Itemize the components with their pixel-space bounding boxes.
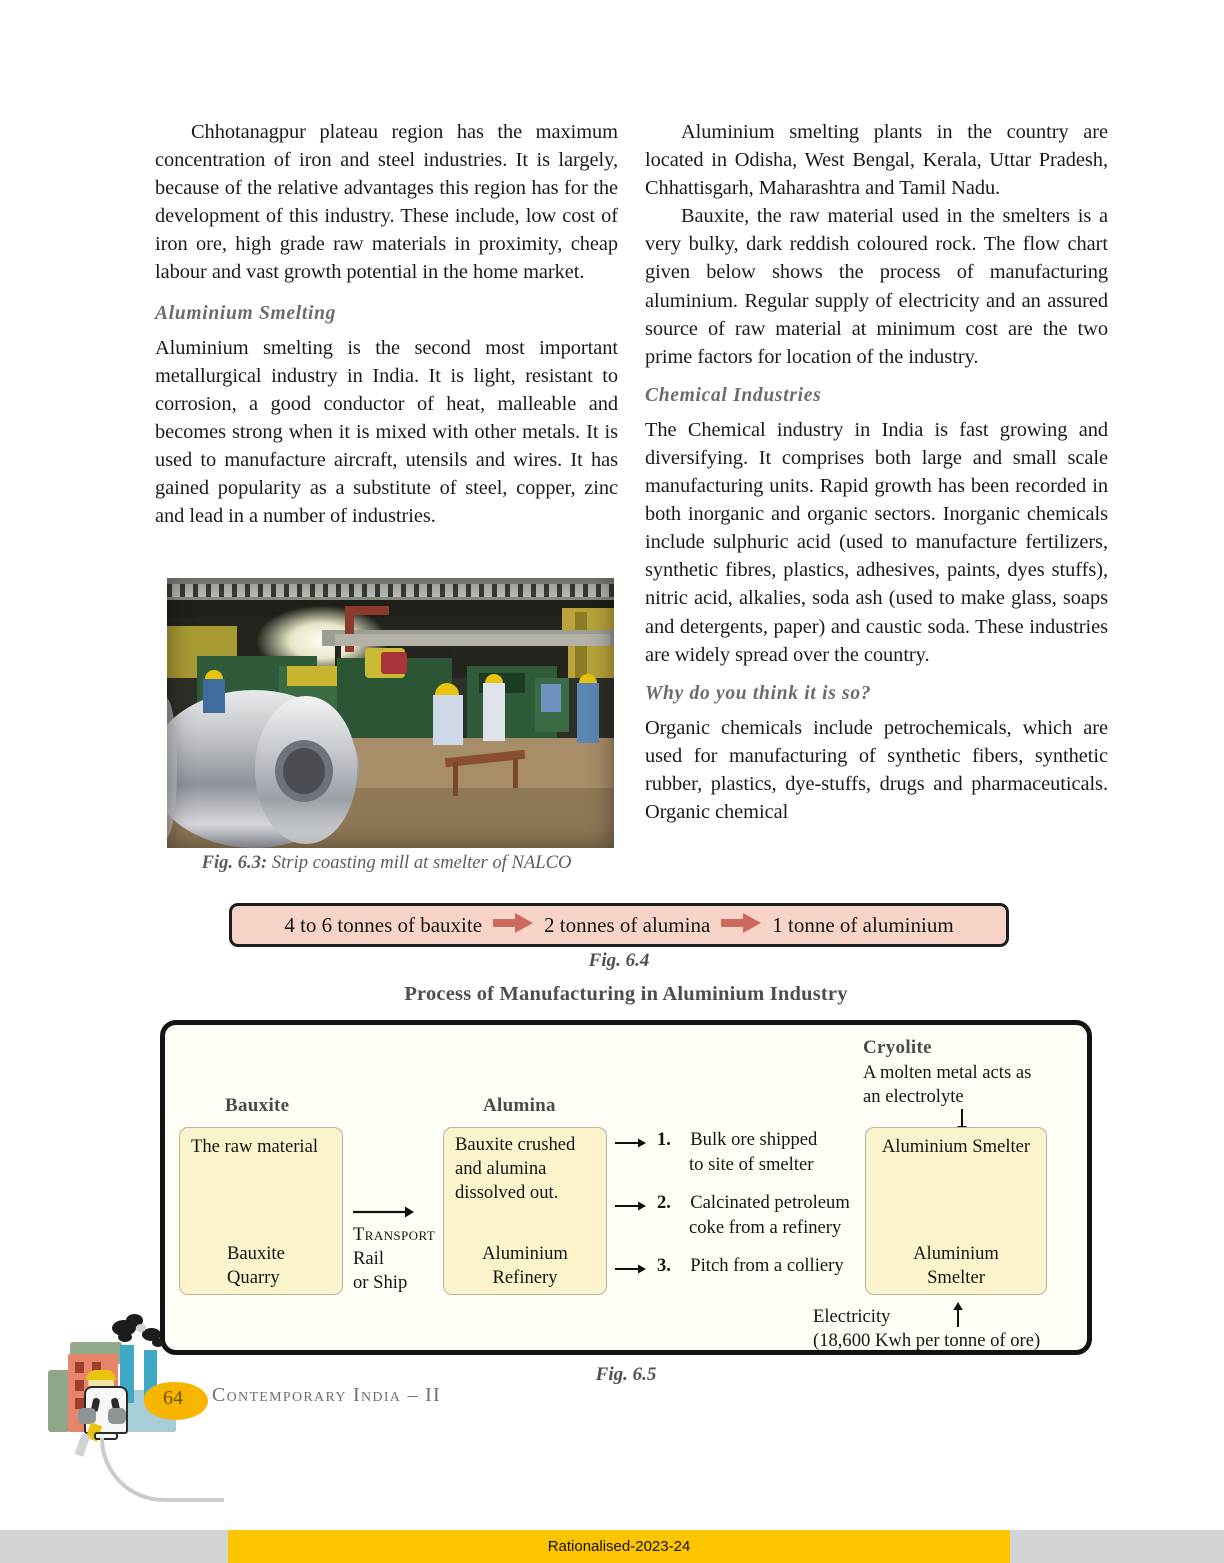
node-alumina-top-line1: Bauxite crushed [455, 1134, 576, 1155]
node-bauxite-bottom-line1: Bauxite [227, 1243, 285, 1264]
transport-mode-line2: or Ship [353, 1272, 408, 1293]
smelter-bottom-line2: Smelter [927, 1267, 985, 1288]
figure-63-image [167, 578, 614, 848]
heading-why-do-you-think: Why do you think it is so? [645, 682, 872, 704]
electricity-line1: Electricity [813, 1306, 891, 1327]
input-3-line1: Pitch from a colliery [690, 1255, 844, 1276]
figure-63-label: Fig. 6.3: [201, 852, 268, 873]
input-item-2 [657, 1191, 850, 1240]
left-text-column [155, 118, 618, 530]
input-2-line1: Calcinated petroleum [690, 1192, 850, 1213]
node-alumina-top-line2: and alumina [455, 1158, 547, 1179]
paragraph-organic-chemicals: Organic chemicals include petrochemicals, which are used for manufacturing of synthetic fibers, synthetic rubber, plastics, dye-stuffs, drugs and pharmaceuticals. Organic chemical [645, 716, 1108, 823]
node-bauxite-top-text: The raw material [191, 1136, 318, 1157]
input-item-3 [657, 1254, 844, 1279]
flowchart-frame [160, 1020, 1092, 1355]
figure-63-caption [155, 852, 618, 874]
transport-mode-line1: Rail [353, 1248, 384, 1269]
paragraph-chemical-industry: The Chemical industry in India is fast growing and diversifying. It comprises both large and small scale manufacturing units. Rapid growth has been recorded in both inorganic and organic sectors. Inorganic chemicals include sulphuric acid (used to manufacture fertilizers, synthetic fibres, plastics, adhesives, paints, dyes stuffs), nitric acid, alkalies, soda ash (used to make glass, soaps and detergents, paper) and caustic soda. These industries are widely spread over the country. [645, 418, 1108, 666]
input-2-line2: coke from a refinery [689, 1216, 842, 1238]
rationalised-label: Rationalised-2023-24 [547, 1538, 691, 1555]
right-text-column [645, 118, 1108, 826]
heading-chemical-industries: Chemical Industries [645, 384, 822, 406]
paragraph-smelting-plants: Aluminium smelting plants in the country are located in Odisha, West Bengal, Kerala, Uttar Pradesh, Chhattisgarh, Maharashtra and Tamil Nadu. [645, 121, 1108, 200]
input-arrow-icon-3 [615, 1262, 647, 1280]
figure-65-caption: Fig. 6.5 [595, 1364, 657, 1385]
banner-step-1: 4 to 6 tonnes of bauxite [284, 912, 483, 937]
smelter-bottom-line1: Aluminium [913, 1243, 999, 1264]
transport-arrow-icon [353, 1205, 415, 1224]
paragraph-bauxite: Bauxite, the raw material used in the smelters is a very bulky, dark reddish coloured rock. The flow chart given below shows the process of manufacturing aluminium. Regular supply of electricity and an assured source of raw material at minimum cost are the two prime factors for location of the industry. [645, 205, 1108, 368]
arrow-right-icon [493, 913, 533, 938]
banner-step-2: 2 tonnes of alumina [544, 912, 711, 937]
banner-step-3: 1 tonne of aluminium [772, 912, 954, 937]
input-2-number: 2. [657, 1192, 671, 1213]
flowchart-title: Process of Manufacturing in Aluminium Industry [404, 983, 848, 1005]
electricity-arrow-up-icon [951, 1301, 965, 1332]
page-number: 64 [163, 1387, 183, 1409]
node-bauxite-bottom-line2: Quarry [227, 1267, 280, 1288]
paragraph-chhotanagpur: Chhotanagpur plateau region has the maximum concentration of iron and steel industries. It is largely, because of the relative advantages this region has for the development of this industry. These include, low cost of iron ore, high grade raw materials in proximity, cheap labour and vast growth potential in the home market. [155, 121, 618, 284]
input-3-number: 3. [657, 1255, 671, 1276]
figure-64-caption: Fig. 6.4 [588, 950, 650, 971]
paragraph-aluminium-smelting: Aluminium smelting is the second most important metallurgical industry in India. It is light, resistant to corrosion, a good conductor of heat, malleable and becomes strong when it is mixed with other metals. It is used to manufacture aircraft, utensils and wires. It has gained popularity as a substitute of steel, copper, zinc and lead in a number of industries. [155, 336, 618, 528]
node-alumina-bottom-line2: Refinery [492, 1267, 558, 1288]
arrow-right-icon-2 [721, 913, 761, 938]
input-1-number: 1. [657, 1129, 671, 1150]
factory-photo [167, 578, 614, 848]
book-title: Contemporary India – II [212, 1384, 442, 1406]
input-arrow-icon-1 [615, 1136, 647, 1154]
cryolite-line2: an electrolyte [863, 1086, 964, 1107]
cryolite-line1: A molten metal acts as [863, 1062, 1032, 1083]
transport-label: Transport [353, 1224, 436, 1245]
label-bauxite: Bauxite [225, 1095, 290, 1116]
label-cryolite: Cryolite [863, 1037, 932, 1058]
heading-aluminium-smelting: Aluminium Smelting [155, 302, 337, 324]
smelter-top-text: Aluminium Smelter [881, 1136, 1031, 1157]
electricity-line2: (18,600 Kwh per tonne of ore) [813, 1330, 1041, 1351]
input-arrow-icon-2 [615, 1199, 647, 1217]
node-alumina-bottom-line1: Aluminium [482, 1243, 568, 1264]
input-item-1 [657, 1128, 817, 1177]
figure-63-caption-text: Strip coasting mill at smelter of NALCO [271, 852, 572, 873]
node-alumina-top-line3: dissolved out. [455, 1182, 559, 1203]
label-alumina: Alumina [483, 1095, 556, 1116]
input-1-line2: to site of smelter [689, 1153, 814, 1175]
figure-64-banner [229, 903, 1009, 947]
input-1-line1: Bulk ore shipped [690, 1129, 818, 1150]
